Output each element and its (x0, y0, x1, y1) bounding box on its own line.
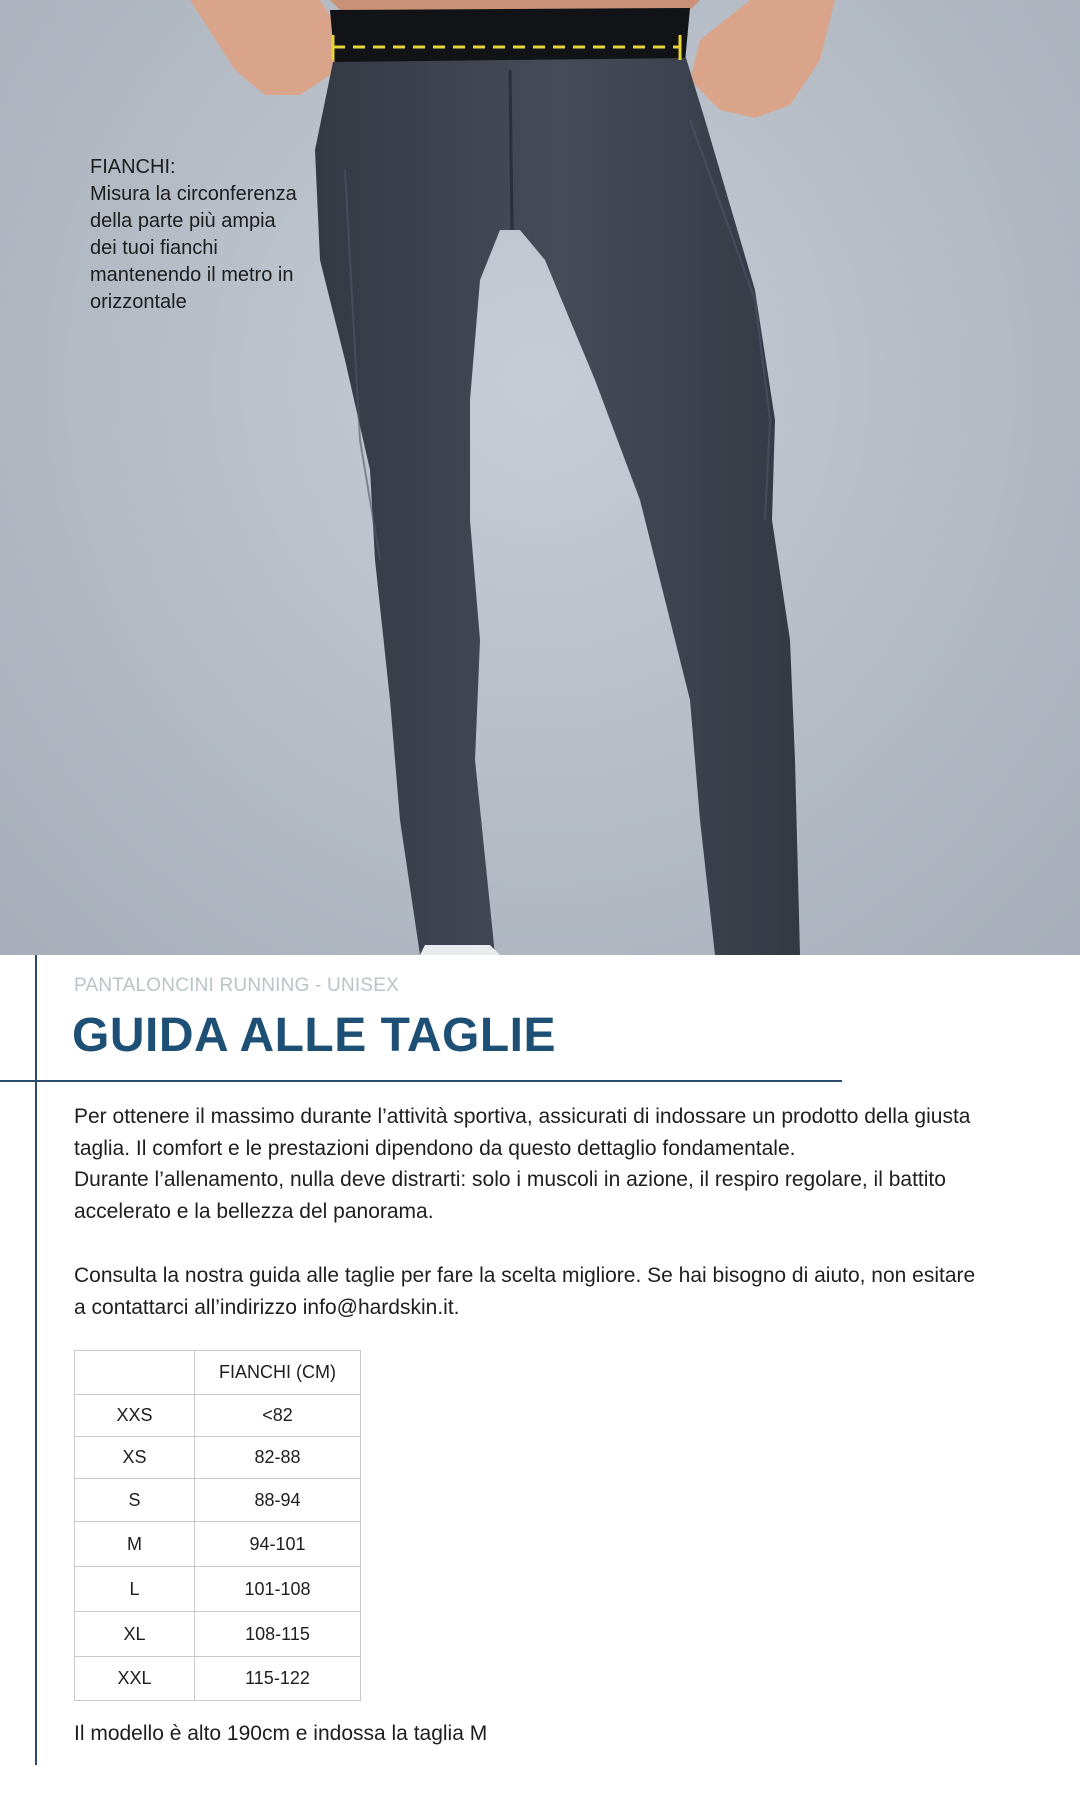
paragraph-line: taglia. Il comfort e le prestazioni dipendono da questo dettaglio fondamentale. (74, 1136, 796, 1160)
table-header-row (75, 1351, 361, 1395)
hip-range-cell: 88-94 (195, 1479, 361, 1522)
size-cell: XXL (75, 1657, 195, 1701)
size-cell: XS (75, 1437, 195, 1479)
contact-paragraph (74, 1260, 1044, 1323)
running-tights (315, 58, 800, 955)
hip-range-cell: 82-88 (195, 1437, 361, 1479)
right-hand (690, 0, 835, 118)
vertical-rule (35, 955, 37, 1765)
table-header-cell: FIANCHI (CM) (195, 1351, 361, 1395)
size-cell: L (75, 1567, 195, 1612)
table-header-cell (75, 1351, 195, 1395)
hip-range-cell: 94-101 (195, 1522, 361, 1567)
table-row (75, 1612, 361, 1657)
hip-range-cell: 115-122 (195, 1657, 361, 1701)
waistband (330, 8, 690, 66)
size-cell: M (75, 1522, 195, 1567)
intro-paragraph (74, 1101, 1044, 1227)
size-cell: S (75, 1479, 195, 1522)
table-row (75, 1479, 361, 1522)
hip-note-heading: FIANCHI: (90, 156, 176, 178)
hip-note-line: orizzontale (90, 291, 187, 313)
table-row (75, 1522, 361, 1567)
paragraph-line: Per ottenere il massimo durante l’attività sportiva, assicurati di indossare un prodotto della giusta (74, 1105, 971, 1128)
paragraph-line: a contattarci all’indirizzo info@hardskin.it. (74, 1295, 460, 1319)
hip-measure-note (90, 154, 320, 316)
hip-note-line: Misura la circonferenza (90, 183, 297, 205)
paragraph-line: Durante l’allenamento, nulla deve distrarti: solo i muscoli in azione, il respiro regolare, il battito (74, 1168, 946, 1191)
hip-note-line: mantenendo il metro in (90, 264, 294, 286)
table-row (75, 1657, 361, 1701)
hip-range-cell: 101-108 (195, 1567, 361, 1612)
paragraph-line: accelerato e la bellezza del panorama. (74, 1199, 434, 1223)
hip-range-cell: 108-115 (195, 1612, 361, 1657)
horizontal-rule (0, 1080, 842, 1082)
hip-note-line: dei tuoi fianchi (90, 237, 218, 259)
table-row (75, 1437, 361, 1479)
paragraph-line: Consulta la nostra guida alle taglie per fare la scelta migliore. Se hai bisogno di aiuto, non esitare (74, 1264, 976, 1287)
table-row (75, 1567, 361, 1612)
size-cell: XXS (75, 1395, 195, 1437)
model-size-note: Il modello è alto 190cm e indossa la taglia M (74, 1722, 488, 1745)
page-title: GUIDA ALLE TAGLIE (72, 1009, 557, 1062)
hip-note-line: della parte più ampia (90, 210, 276, 232)
hip-range-cell: <82 (195, 1395, 361, 1437)
left-hand (190, 0, 345, 95)
product-subtitle: PANTALONCINI RUNNING - UNISEX (74, 975, 399, 996)
table-row (75, 1395, 361, 1437)
size-table (74, 1350, 361, 1701)
size-cell: XL (75, 1612, 195, 1657)
